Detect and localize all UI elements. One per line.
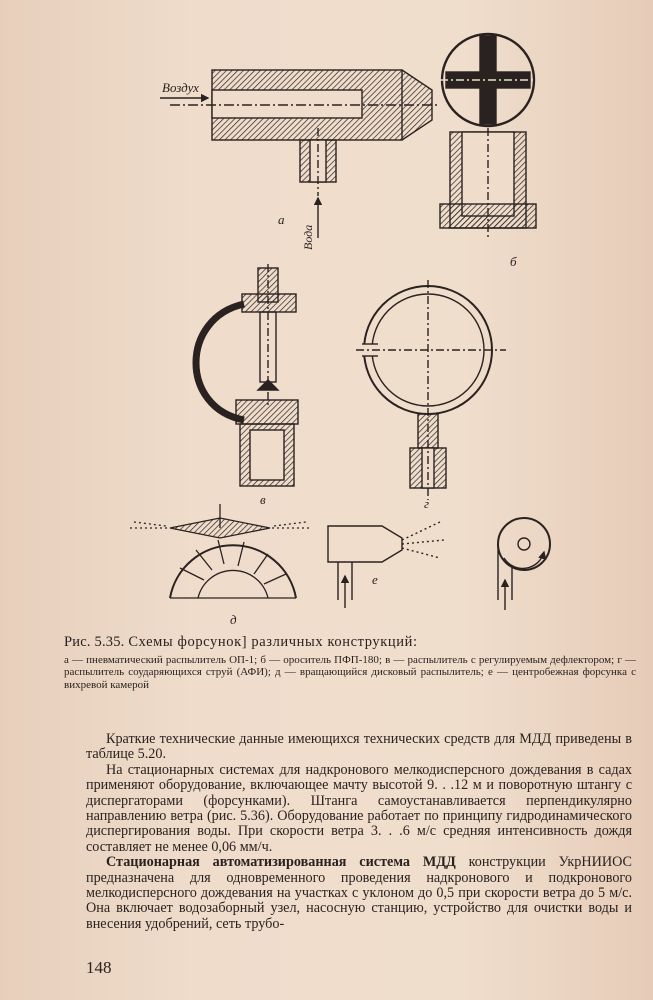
label-d: д bbox=[230, 612, 237, 627]
figure-caption-title bbox=[64, 634, 634, 651]
drawing-b-sprinkler bbox=[440, 34, 536, 238]
drawing-a-pneumatic-sprayer bbox=[160, 70, 440, 238]
drawing-v-deflector-sprayer bbox=[196, 264, 298, 486]
body-text bbox=[86, 732, 632, 932]
figure-caption-legend: а — пневматический распылитель ОП-1; б — ороситель ПФП-180; в — распылитель с регулируемым дефлектором; г — распылитель соударяющихся струй (АФИ); д — вращающийся дисковый распылитель; е — центробежная форсунка с вихревой камерой bbox=[64, 654, 636, 691]
paragraph-1: Краткие технические данные имеющихся технических средств для МДД приведены в таблице 5.20. bbox=[86, 731, 632, 763]
label-v: в bbox=[260, 492, 266, 507]
label-e: е bbox=[372, 572, 378, 587]
paragraph-3 bbox=[86, 855, 632, 932]
label-air: Воздух bbox=[162, 80, 199, 95]
drawing-g-colliding-jets bbox=[356, 280, 506, 500]
label-water: Вода bbox=[301, 224, 315, 250]
label-a: а bbox=[278, 212, 285, 227]
page-number: 148 bbox=[86, 958, 112, 977]
nozzle-schemes-drawing bbox=[110, 28, 630, 628]
drawing-e-centrifugal-nozzle bbox=[328, 518, 550, 610]
label-b: б bbox=[510, 254, 517, 269]
caption-prefix: Рис. 5.35. bbox=[64, 634, 125, 650]
drawing-d-rotating-disc bbox=[130, 504, 310, 598]
label-g: г bbox=[424, 496, 430, 511]
paragraph-3-bold-term: Стационарная автоматизированная система МДД bbox=[106, 854, 456, 871]
caption-title-text: Схемы форсунок] различных конструкций: bbox=[128, 634, 418, 650]
paragraph-2: На стационарных системах для надкронового мелкодисперсного дождевания в садах применяют оборудование, включающее мачту высотой 9. . .12 м и поворотную штангу с диспергаторами (форсунками). Штанга самоустанавливается перпендикулярно направлению ветра (рис. 5.36). Оборудование работает по принципу гидродинамического диспергирования воды. При скорости ветра 3. . .6 м/с средняя интенсивность дождя составляет не менее 0,06 мм/ч. bbox=[86, 761, 632, 855]
figure-5-35 bbox=[110, 28, 630, 628]
paragraph-3-text: конструкции УкрНИИОС предназначена для одновременного проведения надкронового и подкронового мелкодисперсного дождевания на участках с уклоном до 0,5 при скорости ветра до 5 м/с. Она включает водозаборный узел, насосную станцию, устройство для очистки воды и внесения удобрений, сеть трубо- bbox=[86, 854, 632, 932]
